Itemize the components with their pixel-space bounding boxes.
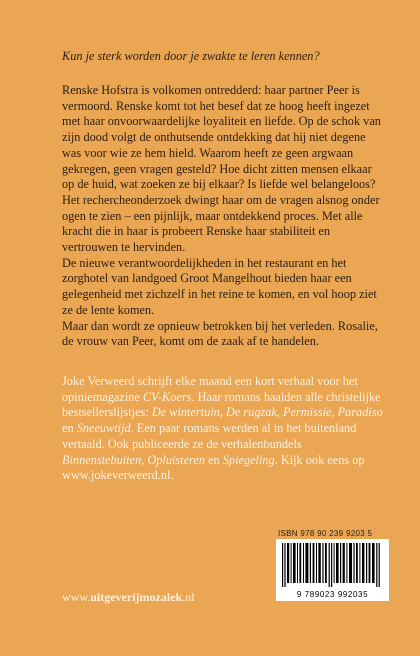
synopsis-paragraph: Het rechercheonderzoek dwingt haar om de vragen alsnog onder ogen te zien – een pijnlijk, maar ontdekkend proces. Met alle kracht die in haar is probeert Renske haar stabiliteit en vertrouwen te hervinden. — [62, 192, 380, 255]
separator: , — [276, 405, 284, 420]
tagline: Kun je sterk worden door je zwakte te leren kennen? — [62, 49, 320, 63]
url-brand: uitgeverijmozaiek — [90, 590, 183, 604]
url-prefix: www. — [62, 590, 91, 604]
book-title: Permissie — [283, 405, 332, 420]
book-title: Sneeuwtijd — [76, 421, 131, 436]
url-suffix: .nl — [182, 590, 195, 604]
separator: , — [219, 405, 226, 420]
magazine-title: CV-Koers — [142, 389, 192, 404]
isbn-label: ISBN 978 90 239 9203 5 — [278, 529, 373, 538]
author-bio — [62, 374, 384, 484]
book-title: Binnenstebuiten — [62, 452, 142, 467]
separator: en — [205, 452, 223, 467]
barcode-bars — [282, 543, 383, 587]
book-title: De wintertuin — [151, 405, 220, 420]
synopsis-paragraph: Renske Hofstra is volkomen ontredderd: haar partner Peer is vermoord. Renske komt tot het besef dat ze hoog heeft ingezet met haar onvoorwaardelijke loyaliteit en liefde. Op de schok van zijn dood volgt de onthutsende ontdekking dat hij niet degene was voor wie ze hem hield. Waarom heeft ze geen argwaan gekregen, geen vragen gesteld? Hoe dicht zitten mensen elkaar op de huid, wat zoeken ze bij elkaar? Is liefde wel belangeloos? — [62, 83, 381, 192]
separator: en — [62, 421, 77, 436]
separator: , — [141, 452, 148, 467]
bio-text: . Haar romans haalden alle christelijke bestsellerslijstjes: — [62, 389, 381, 420]
book-title: De rugzak — [225, 405, 277, 420]
bio-text: Joke Verweerd schrijft elke maand een kort verhaal voor het opiniemagazine — [62, 374, 358, 404]
barcode-number: 9 789023 992035 — [296, 590, 369, 599]
synopsis-paragraph: De nieuwe verantwoordelijkheden in het restaurant en het zorghotel van landgoed Groot Mangelhout bieden haar een gelegenheid met zichzelf in het reine te komen, en vol hoop ziet ze de lente komen. — [62, 255, 377, 317]
book-title: Opluisteren — [147, 452, 205, 467]
bio-text: . Een paar romans werden al in het buitenland vertaald. Ook publiceerde ze de verhalenbundels — [62, 421, 357, 451]
synopsis — [62, 83, 384, 350]
separator: , — [331, 405, 338, 420]
publisher-url[interactable] — [62, 590, 195, 605]
bio-text: . Kijk ook eens op www.jokeverweerd.nl. — [62, 452, 365, 483]
barcode — [276, 539, 389, 601]
book-title: Spiegeling — [222, 452, 275, 467]
synopsis-paragraph: Maar dan wordt ze opnieuw betrokken bij het verleden. Rosalie, de vrouw van Peer, komt om de zaak af te handelen. — [62, 318, 378, 349]
book-title: Paradiso — [337, 405, 383, 420]
